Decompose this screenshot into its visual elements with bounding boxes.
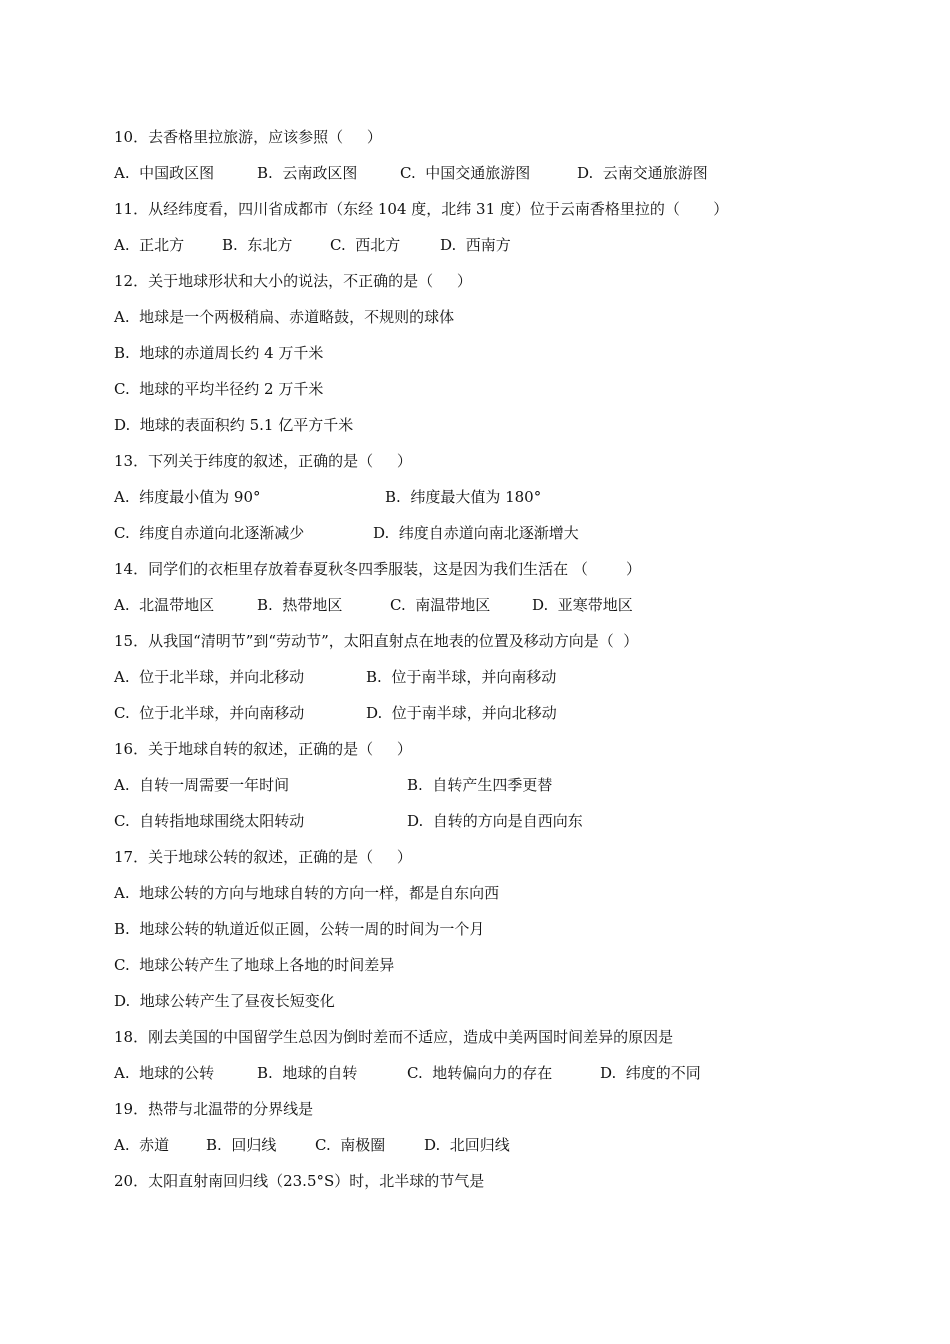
question-14-stem: 14．同学们的衣柜里存放着春夏秋冬四季服装，这是因为我们生活在 （ ） [114,560,642,578]
question-11-option-b: B. 东北方 [222,236,293,254]
question-10-option-b: B. 云南政区图 [257,164,358,182]
question-16-option-d: D. 自转的方向是自西向东 [407,812,583,830]
question-19-stem: 19．热带与北温带的分界线是 [114,1100,314,1118]
question-18-option-a: A. 地球的公转 [114,1064,215,1082]
question-12-stem: 12．关于地球形状和大小的说法，不正确的是（ ） [114,272,472,290]
question-13-option-c: C. 纬度自赤道向北逐渐减少 [114,524,305,542]
question-10-option-c: C. 中国交通旅游图 [400,164,531,182]
question-10-option-a: A. 中国政区图 [114,164,215,182]
question-20-stem: 20．太阳直射南回归线（23.5°S）时，北半球的节气是 [114,1172,485,1190]
question-18-stem: 18．刚去美国的中国留学生总因为倒时差而不适应，造成中美两国时间差异的原因是 [114,1028,674,1046]
question-14-option-a: A. 北温带地区 [114,596,215,614]
question-10-option-d: D. 云南交通旅游图 [577,164,708,182]
question-17-option-d: D. 地球公转产生了昼夜长短变化 [114,992,335,1010]
question-14-option-d: D. 亚寒带地区 [532,596,633,614]
question-16-option-c: C. 自转指地球围绕太阳转动 [114,812,305,830]
question-15-stem: 15．从我国“清明节”到“劳动节”，太阳直射点在地表的位置及移动方向是（ ） [114,632,639,650]
question-17-option-a: A. 地球公转的方向与地球自转的方向一样，都是自东向西 [114,884,500,902]
question-10-stem: 10．去香格里拉旅游，应该参照（ ） [114,128,382,146]
question-12-option-d: D. 地球的表面积约 5.1 亿平方千米 [114,416,354,434]
question-18-option-d: D. 纬度的不同 [600,1064,701,1082]
question-16-stem: 16．关于地球自转的叙述，正确的是（ ） [114,740,412,758]
question-19-option-b: B. 回归线 [206,1136,277,1154]
question-13-option-a: A. 纬度最小值为 90° [114,488,261,506]
question-11-option-c: C. 西北方 [330,236,401,254]
question-18-option-b: B. 地球的自转 [257,1064,358,1082]
question-13-stem: 13．下列关于纬度的叙述，正确的是（ ） [114,452,412,470]
question-14-option-c: C. 南温带地区 [390,596,491,614]
question-17-option-c: C. 地球公转产生了地球上各地的时间差异 [114,956,395,974]
question-17-stem: 17．关于地球公转的叙述，正确的是（ ） [114,848,412,866]
question-18-option-c: C. 地转偏向力的存在 [407,1064,553,1082]
question-11-option-d: D. 西南方 [440,236,511,254]
question-19-option-c: C. 南极圈 [315,1136,386,1154]
question-13-option-d: D. 纬度自赤道向南北逐渐增大 [373,524,579,542]
question-19-option-a: A. 赤道 [114,1136,170,1154]
question-11-option-a: A. 正北方 [114,236,185,254]
question-13-option-b: B. 纬度最大值为 180° [385,488,542,506]
question-12-option-c: C. 地球的平均半径约 2 万千米 [114,380,324,398]
question-16-option-b: B. 自转产生四季更替 [407,776,553,794]
question-15-option-d: D. 位于南半球，并向北移动 [366,704,557,722]
question-19-option-d: D. 北回归线 [424,1136,510,1154]
question-15-option-b: B. 位于南半球，并向南移动 [366,668,557,686]
question-15-option-c: C. 位于北半球，并向南移动 [114,704,305,722]
question-16-option-a: A. 自转一周需要一年时间 [114,776,290,794]
question-11-stem: 11．从经纬度看，四川省成都市（东经 104 度，北纬 31 度）位于云南香格里拉的（ ） [114,200,729,218]
question-14-option-b: B. 热带地区 [257,596,343,614]
question-12-option-a: A. 地球是一个两极稍扁、赤道略鼓，不规则的球体 [114,308,455,326]
question-12-option-b: B. 地球的赤道周长约 4 万千米 [114,344,324,362]
question-17-option-b: B. 地球公转的轨道近似正圆，公转一周的时间为一个月 [114,920,485,938]
question-15-option-a: A. 位于北半球，并向北移动 [114,668,305,686]
